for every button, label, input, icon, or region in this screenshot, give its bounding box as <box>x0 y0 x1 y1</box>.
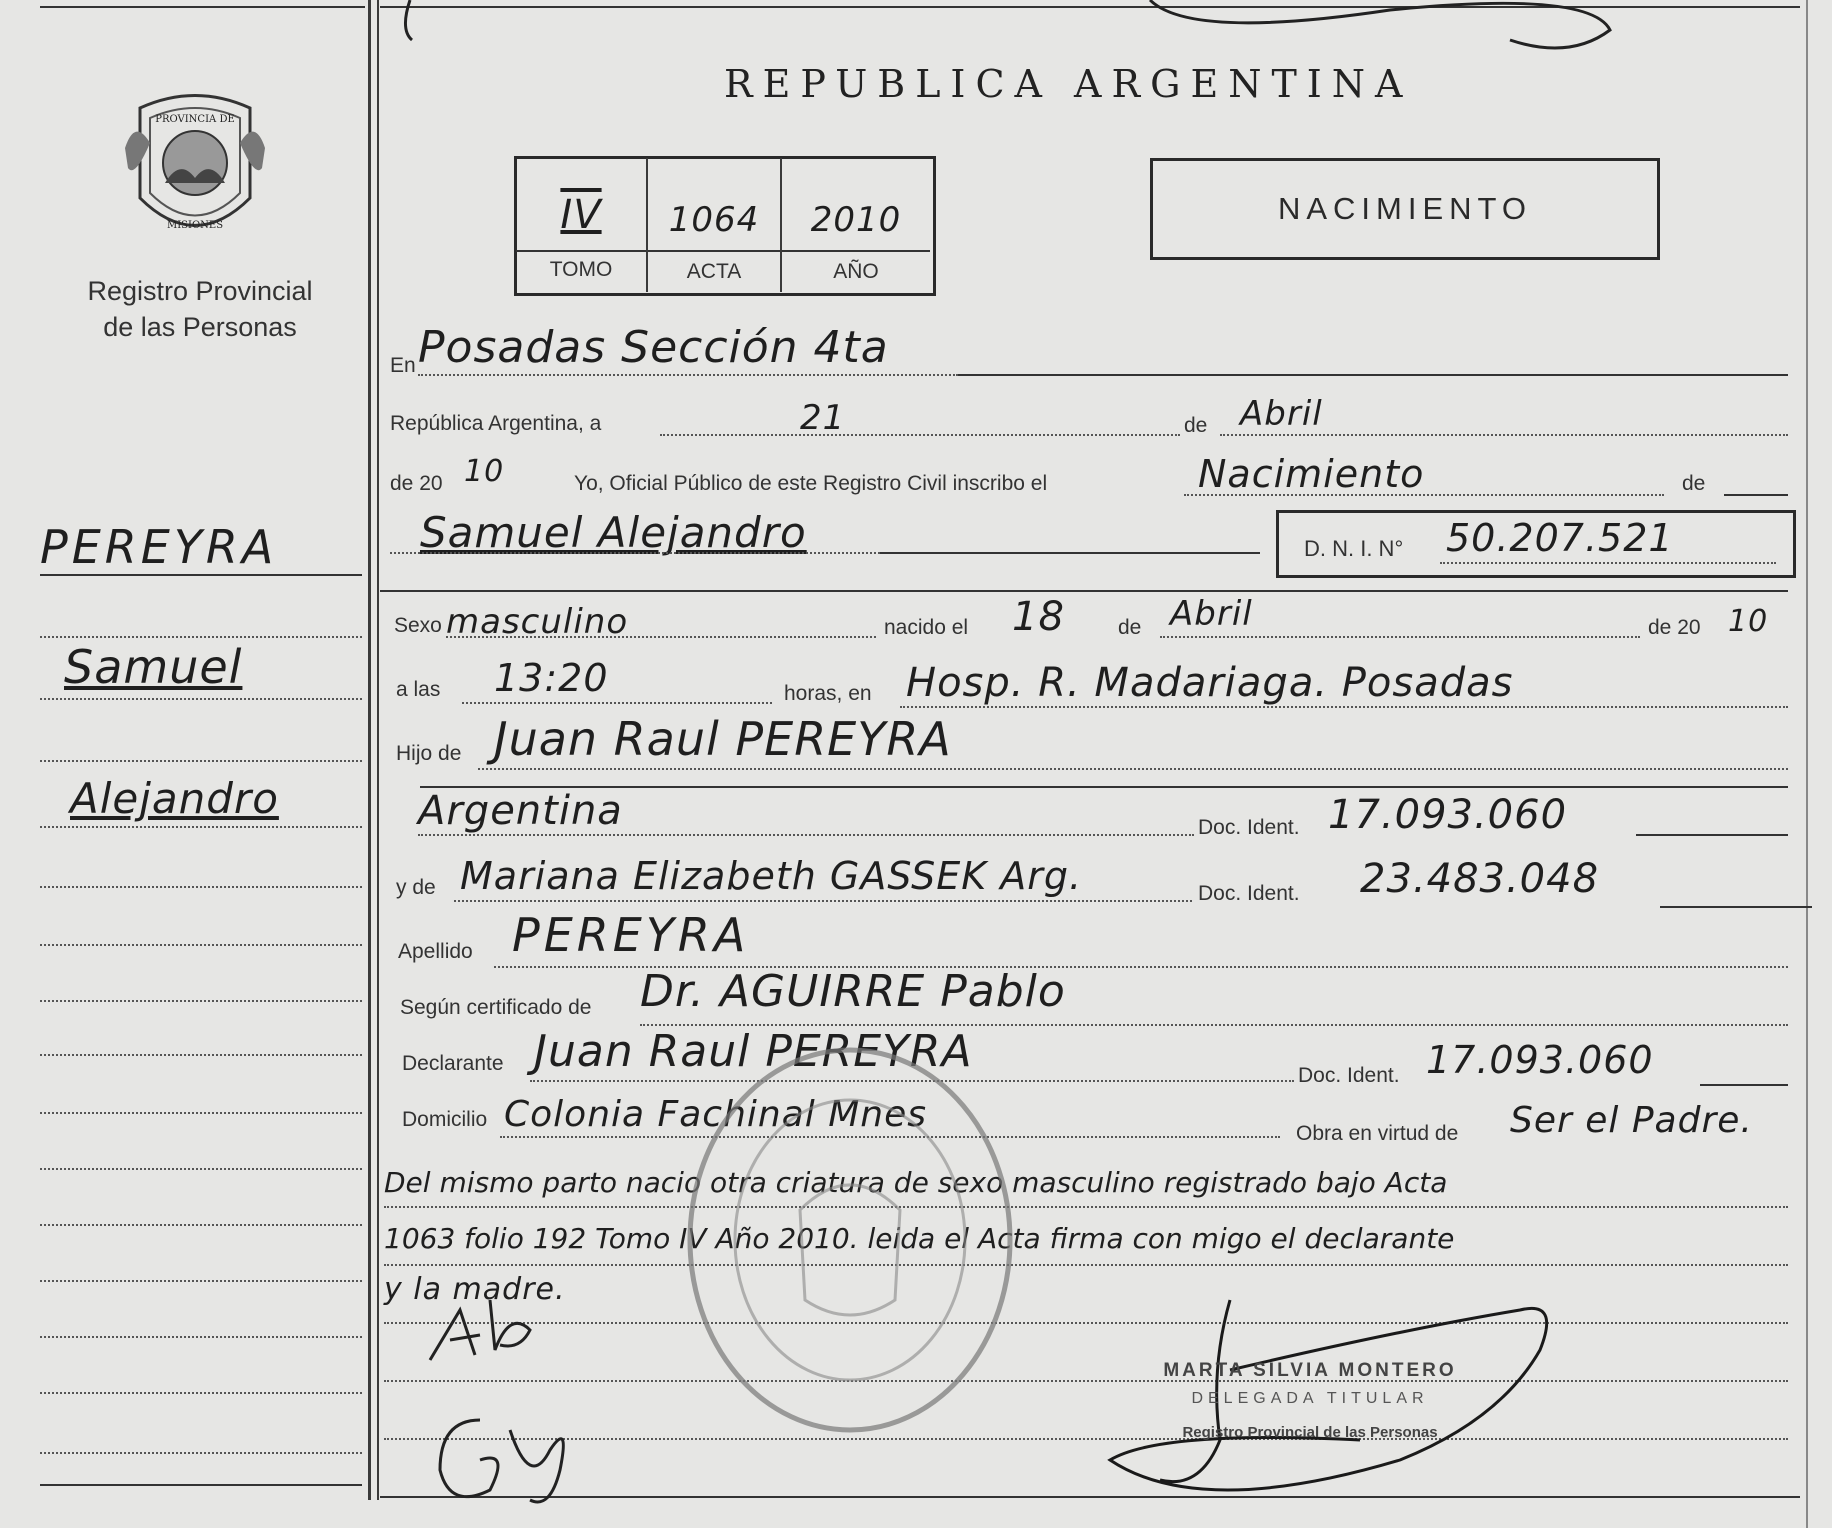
doc-label-3: Doc. Ident. <box>1298 1064 1400 1087</box>
obra-label: Obra en virtud de <box>1296 1122 1459 1145</box>
domicilio-value: Colonia Fachinal Mnes <box>504 1094 927 1135</box>
margin-line <box>40 760 362 762</box>
note-rule-1 <box>384 1206 1788 1208</box>
margin-line <box>40 1054 362 1056</box>
birth-month-value: Abril <box>1170 594 1253 634</box>
mother-doc-value: 23.483.048 <box>1360 856 1600 902</box>
page-right-edge <box>1806 0 1808 1528</box>
tomo-label: TOMO <box>549 258 613 281</box>
anio-value: 2010 <box>810 200 902 240</box>
certificado-value: Dr. AGUIRRE Pablo <box>640 966 1066 1017</box>
birth-day-value: 18 <box>1012 594 1065 640</box>
margin-surname-underline <box>40 574 362 576</box>
apellido-label: Apellido <box>398 940 473 963</box>
margin-line <box>40 1112 362 1114</box>
declarante-value: Juan Raul PEREYRA <box>534 1026 973 1077</box>
declarant-initials-signature-icon <box>420 1290 560 1380</box>
dni-value: 50.207.521 <box>1446 516 1674 560</box>
birth-time-value: 13:20 <box>494 656 609 700</box>
margin-line <box>40 1392 362 1394</box>
note-line-3: y la madre. <box>384 1272 566 1307</box>
margin-line <box>40 886 362 888</box>
dni-line <box>1440 562 1776 564</box>
domicilio-label: Domicilio <box>402 1108 488 1131</box>
birth-place-value: Hosp. R. Madariaga. Posadas <box>906 660 1514 706</box>
right-margin-divider <box>377 0 379 1500</box>
declarante-doc-line <box>1700 1084 1788 1086</box>
father-nationality-line <box>418 834 1194 836</box>
child-name-line-end <box>880 552 1260 554</box>
margin-line <box>40 1000 362 1002</box>
nacido-label: nacido el <box>884 616 969 639</box>
registry-name-line1: Registro Provincial <box>87 276 313 306</box>
record-type-label: NACIMIENTO <box>1277 191 1533 226</box>
sexo-value: masculino <box>446 602 629 642</box>
mother-doc-line <box>1660 906 1812 908</box>
event-line-end <box>1724 494 1788 496</box>
father-name-value: Juan Raul PEREYRA <box>494 712 952 766</box>
de-label-3: de <box>1118 616 1142 639</box>
margin-line <box>40 1224 362 1226</box>
horas-label: horas, en <box>784 682 872 705</box>
tomo-value: IV <box>560 192 602 238</box>
margin-line <box>40 636 362 638</box>
event-value: Nacimiento <box>1198 452 1425 496</box>
note-rule-2 <box>384 1264 1788 1266</box>
margin-line <box>40 1168 362 1170</box>
margin-line <box>40 1452 362 1454</box>
margin-line <box>40 1280 362 1282</box>
top-rule-left <box>40 6 365 8</box>
seal-bottom-text: MISIONES <box>166 220 224 231</box>
section-rule <box>380 590 1788 592</box>
en-label: En <box>390 354 416 377</box>
certificado-label: Según certificado de <box>400 996 592 1019</box>
mother-name-line <box>454 900 1192 902</box>
yo-label: Yo, Oficial Público de este Registro Civil inscribo el <box>574 472 1048 495</box>
father-extra-line <box>420 786 1788 788</box>
place-value: Posadas Sección 4ta <box>418 322 889 373</box>
day-value: 21 <box>800 398 846 438</box>
sexo-label: Sexo <box>394 614 442 637</box>
declarante-label: Declarante <box>402 1052 504 1075</box>
alas-label: a las <box>396 678 441 701</box>
birth-place-line <box>900 706 1788 708</box>
year-suffix-value: 10 <box>464 454 505 489</box>
mother-signature-icon <box>420 1390 600 1520</box>
official-stamp-line1: MARTA SILVIA MONTERO <box>1163 1360 1457 1381</box>
doc-label: Doc. Ident. <box>1198 816 1300 839</box>
de-label-2: de <box>1682 472 1706 495</box>
margin-first-name: Samuel <box>64 640 243 694</box>
margin-surname: PEREYRA <box>40 520 278 574</box>
country-title: REPUBLICA ARGENTINA <box>724 62 1413 106</box>
left-margin-divider <box>368 0 371 1500</box>
record-box-divider <box>516 250 930 252</box>
margin-line <box>40 944 362 946</box>
de20-label: de 20 <box>390 472 443 495</box>
month-value: Abril <box>1240 394 1323 434</box>
record-type-box <box>1150 158 1660 260</box>
place-line-end <box>958 374 1788 376</box>
margin-line <box>40 698 362 700</box>
acta-label: ACTA <box>686 260 742 283</box>
father-name-line <box>478 768 1788 770</box>
margin-line <box>40 1336 362 1338</box>
mother-name-value: Mariana Elizabeth GASSEK Arg. <box>460 854 1083 898</box>
father-nationality-value: Argentina <box>418 788 623 834</box>
father-doc-value: 17.093.060 <box>1328 792 1568 838</box>
father-doc-line <box>1636 834 1788 836</box>
day-line <box>660 434 1180 436</box>
month-line <box>1220 434 1788 436</box>
event-line <box>1184 494 1664 496</box>
birth-month-line <box>1160 636 1640 638</box>
apellido-value: PEREYRA <box>512 908 750 962</box>
hijo-label: Hijo de <box>396 742 462 765</box>
de-label: de <box>1184 414 1208 437</box>
sexo-line <box>446 636 876 638</box>
dni-label: D. N. I. N° <box>1304 536 1404 561</box>
official-stamp-line3: Registro Provincial de las Personas <box>1182 1424 1438 1441</box>
registry-name-line2: de las Personas <box>103 312 297 342</box>
child-name-value: Samuel Alejandro <box>420 508 807 557</box>
birth-year-suffix-value: 10 <box>1728 604 1769 639</box>
official-stamp-line2: DELEGADA TITULAR <box>1191 1390 1429 1407</box>
child-name-line <box>390 552 880 554</box>
margin-line <box>40 826 362 828</box>
margin-middle-name: Alejandro <box>70 774 279 823</box>
top-signature-icon <box>390 0 1630 70</box>
birth-time-line <box>462 702 772 704</box>
acta-value: 1064 <box>668 200 760 240</box>
place-line <box>418 374 958 376</box>
provincial-seal-icon <box>120 88 270 248</box>
obra-value: Ser el Padre. <box>1510 1100 1753 1141</box>
de20-label-2: de 20 <box>1648 616 1701 639</box>
seal-top-text: PROVINCIA DE <box>155 114 235 125</box>
declarante-doc-value: 17.093.060 <box>1426 1038 1654 1082</box>
margin-bottom-rule <box>40 1484 362 1486</box>
republica-label: República Argentina, a <box>390 412 602 435</box>
yde-label: y de <box>396 876 436 899</box>
note-line-2: 1063 folio 192 Tomo IV Año 2010. leida el Acta firma con migo el declarante <box>384 1222 1455 1255</box>
official-round-stamp-icon <box>680 1040 1020 1440</box>
doc-label-2: Doc. Ident. <box>1198 882 1300 905</box>
note-line-1: Del mismo parto nacio otra criatura de sexo masculino registrado bajo Acta <box>384 1166 1448 1199</box>
anio-label: AÑO <box>833 260 879 283</box>
